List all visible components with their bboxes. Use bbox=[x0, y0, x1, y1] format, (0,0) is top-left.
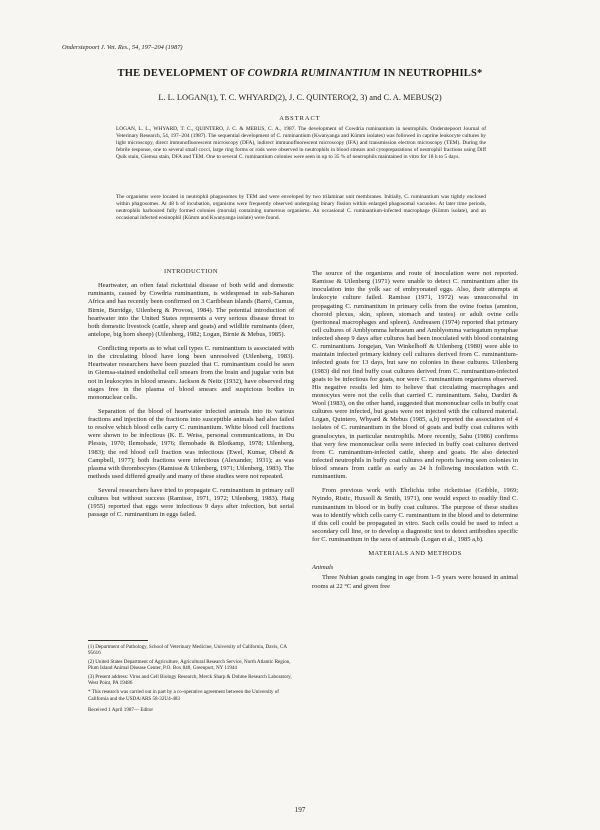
abstract-paragraph-2: The organisms were located in neutrophil phagosomes by TEM and were enveloped by two trilaminar unit membranes. Initially, C. ruminantium was tightly enclosed within phagosomes. At 48 h of incubation, organisms were frequently observed undergoing binary fission within enlarged phagosomal vacuoles. At later time periods, neutrophils harboured fully formed colonies (morula) containing numerous organisms. An occasional C. ruminantium-infected macrophage (Kümm isolate), and an occasional infected eosinophil (Kümm and Kwanyanga isolate) were found. bbox=[116, 194, 486, 221]
footnote-3: (3) Present address: Virus and Cell Biology Research, Merck Sharp & Dohme Research Laboratory, West Point, PA 19486 bbox=[88, 674, 292, 687]
journal-citation: Onderstepoort J. Vet. Res., 54, 197–204 (1987) bbox=[62, 44, 183, 51]
intro-paragraph-1: Heartwater, an often fatal rickettsial disease of both wild and domestic ruminants, caused by Cowdria ruminantium, is widespread in sub-Saharan Africa and has recently been confirmed on 3 Caribbean islands (Barré, Camus, Birnie, Burridge, Uilenberg & Provost, 1984). The potential introduction of heartwater into the United States represents a very serious disease threat to both domestic livestock (cattle, sheep and goats) and wildlife ruminants (deer, antelope, big horn sheep) (Uilenberg, 1982; Logan, Birnie & Mebus, 1985). bbox=[88, 282, 294, 338]
animals-subheading: Animals bbox=[312, 564, 334, 572]
footnote-4: * This research was carried out in part by a co-operative agreement between the University of California and the USDA/ARS 58-32U4-483 bbox=[88, 689, 279, 702]
footnote-2: (2) United States Department of Agriculture, Agricultural Research Service, North Atlantic Region, Plum Island Animal Disease Center, P.O. Box 848, Greenport, NY 11944 bbox=[88, 659, 291, 672]
intro-paragraph-3: Separation of the blood of heartwater infected animals into its various fractions and injection of the fractions into susceptible animals had also failed to resolve which blood cells carry C. ruminantium. White blood cell fractions were shown to be infectious (K. E. Weiss, personal communications, in Du Plessis, 1970; Ilemobade, 1976; Ilemobade & Blotkamp, 1978; Uilenberg, 1983); the red blood cell fraction was infectious (Ewel, Kumar, Obeid & Campbell, 1977); both fractions were infectious (Alexander, 1931); as was plasma with thrombocytes (Ramisse & Uilenberg, 1971; Uilenberg, 1983). The methods used differed greatly and many of these studies were not repeated. bbox=[88, 407, 294, 480]
footnotes bbox=[88, 644, 294, 716]
title-prefix: THE DEVELOPMENT OF bbox=[117, 68, 248, 79]
introduction-heading: INTRODUCTION bbox=[164, 268, 218, 275]
left-column bbox=[88, 268, 294, 526]
article-title bbox=[40, 68, 560, 79]
right-paragraph-2: From previous work with Ehrlichia tribe rickettsiae (Gribble, 1969; Nyindo, Ristic, Huxsoll & Smith, 1971), one would expect to readily find C. ruminantium in blood or in buffy coat cultures. The purpose of these studies was to identify which cells carry C. ruminantium in the blood and to determine if this cell could be propagated in vitro. Such cells could be used to infect a secondary cell line, or to develop a diagnostic test to detect antibodies specific for C. ruminantium in the sera of animals (Logan et al., 1985 a,b). bbox=[312, 487, 518, 543]
right-column bbox=[312, 270, 518, 597]
footnote-divider bbox=[88, 640, 148, 641]
footnote-1: (1) Department of Pathology, School of Veterinary Medicine, University of California, Davis, CA 95616 bbox=[88, 644, 287, 657]
received-date: Received 1 April 1987— Editor bbox=[88, 706, 154, 713]
author-list: L. L. LOGAN(1), T. C. WHYARD(2), J. C. QUINTERO(2, 3) and C. A. MEBUS(2) bbox=[158, 93, 442, 102]
right-paragraph-1: The source of the organisms and route of inoculation were not reported. Ramisse & Uilenberg (1971) were unable to detect C. ruminantium after its inoculation into the yolk sac of embryonated eggs. Also, their attempts at leukocyte culture failed. Ramisse (1971, 1972) was unsuccessful in propagating C. ruminantium in primary cells from the ovine foetus (amnion, choroid plexus, skin, spleen, stomach and testes) or adult ovine cells (peritoneal macrophages and spleen). Andreasen (1974) reported that primary cell cultures of Amblyomma hebraeum and Amblyomma variegatum nymphae infected sheep 9 days after cultures had been inoculated with blood containing C. ruminantium. Jongejan, Van Winkelhoff & Uilenberg (1980) were able to maintain infected primary kidney cell cultures derived from C. ruminantium-infected goats for 13 days, but saw no colonies in these cultures. Uilenberg (1983) did not find buffy coat cultures derived from C. ruminantium-infected goats to be infectious for goats, nor were C. ruminantium organisms observed. His negative results led him to believe that circulating macrophages and monocytes were not the cells that carried C. ruminantium. Sahu, Dardiri & Wool (1983), on the other hand, suggested that mononuclear cells in buffy coat cultures were infected, but goats were not injected with the cultured material. Logan, Quintero, Whyard & Mebus (1985, a,b) reported the association of 4 isolates of C. ruminantium in the blood of goats and buffy coat cultures with granulocytes, in particular neutrophils. More recently, Sahu (1986) confirms that very few mononuclear cells were infected in buffy coat cultures derived from C. ruminantium-infected cattle, sheep and goats. He also detected infected neutrophils in buffy coat cultures and reports having seen colonies in blood smears from cattle as early as 24 h following inoculation with C. ruminantium. bbox=[312, 270, 518, 481]
title-suffix: IN NEUTROPHILS* bbox=[380, 68, 483, 79]
methods-paragraph-1: Three Nubian goats ranging in age from 1–5 years were housed in animal rooms at 22 °C and given free bbox=[312, 574, 518, 590]
methods-heading: MATERIALS AND METHODS bbox=[368, 550, 462, 558]
abstract-paragraph-1: LOGAN, L. L., WHYARD, T. C., QUINTERO, J. C. & MEBUS, C. A., 1987. The development of Cowdria ruminantium in neutrophils. Onderstepoort Journal of Veterinary Research, 54, 197–204 (1987). The sequential development of C. ruminantium (Kwanyanga and Kümm isolates) was followed in caprine leukocyte cultures by light microscopy, direct immunofluorescent microscopy (DFA), indirect immunofluorescent microscopy (IFA) and transmission electron microscopy (TEM). During the febrile response, one to several small cocci, large ring forms or rods were observed in neutrophils in blood smears and cytopreparations of neutrophil fractions using Diff Quik stain, Giemsa stain, DFA and TEM. One to several C. ruminantium colonies were seen in up to 35 % of neutrophils maintained in vitro for 18 h to 5 days. bbox=[116, 126, 486, 160]
intro-paragraph-4: Several researchers have tried to propagate C. ruminantium in primary cell cultures but without success (Ramisse, 1971, 1972; Uilenberg, 1983). Haig (1955) reported that eggs were infectious 9 days after infection, but serial passage of C. ruminantium in eggs failed. bbox=[88, 487, 294, 519]
abstract-heading: ABSTRACT bbox=[279, 115, 321, 122]
page-number: 197 bbox=[294, 806, 306, 814]
title-organism: COWDRIA RUMINANTIUM bbox=[247, 68, 381, 79]
intro-paragraph-2: Conflicting reports as to what cell types C. ruminantium is associated with in the circulating blood have long been unresolved (Uilenberg, 1983). Heartwater researchers have been puzzled that C. ruminantium could be seen in Giemsa-stained endothelial cell smears from the brain and jugular vein but not in leukocytes in blood smears. Jackson & Neitz (1932), have observed ring stages free in the plasma of blood smears and suspicious bodies in mononuclear cells. bbox=[88, 345, 294, 401]
